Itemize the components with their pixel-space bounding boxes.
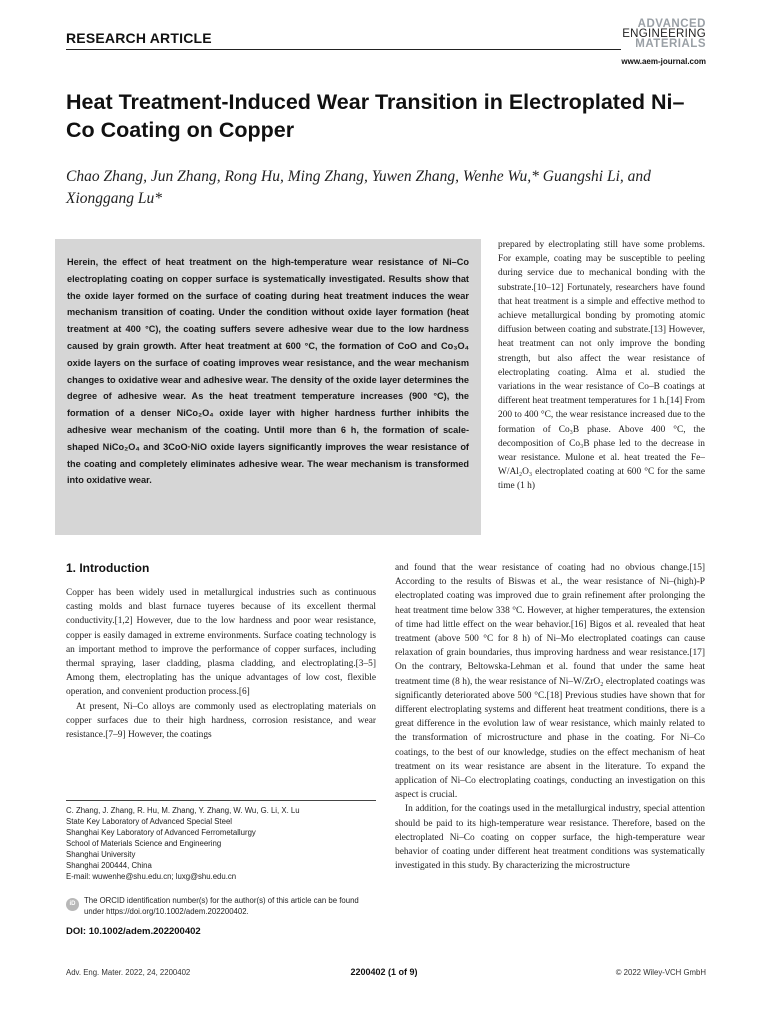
- contact-email[interactable]: E-mail: wuwenhe@shu.edu.cn; luxg@shu.edu.cn: [66, 872, 237, 881]
- orcid-note: [66, 896, 376, 917]
- affiliation-line: Shanghai University: [66, 850, 136, 859]
- footer-page-number: 2200402 (1 of 9): [350, 967, 418, 977]
- section-heading-introduction: 1. Introduction: [66, 561, 150, 575]
- logo-line-advanced: ADVANCED: [637, 18, 706, 30]
- body-paragraph: and found that the wear resistance of coating had no obvious change.[15] According to the results of Biswas et al., the wear resistance of Ni–(high)-P electroplated coating was improved due to grain refinement after prolonging the heat treatment time below 338 °C. However, at higher temperatures, the extension of time had little effect on the wear behavior.[16] Bigos et al. revealed that heat treatment (above 500 °C for 8 h) of Ni–Mo electroplated coatings can cause relaxation of grain boundaries, thus improving hardness and wear resistance.[17] On the contrary, Beltowska-Lehman et al. found that under the same heat treatment time (8 h), the wear resistance of Ni–W/ZrO₂ electroplated coatings was significantly deteriorated above 500 °C.[18] Previous studies have shown that for different electroplating systems and different heat treatment conditions, there is a great difference in the evolution law of wear resistance, which mainly related to the transformation of microstructure and phase in the coating. For Ni–Co coatings, to the best of our knowledge, studies on the effect mechanism of heat treatment on its wear resistance are absent in the literature. To expand the application of Ni–Co electroplating coatings, conducting an investigation on this aspect is crucial.: [395, 563, 705, 801]
- affiliation-block: [66, 805, 376, 882]
- logo-line-engineering: ENGINEERING: [622, 28, 706, 40]
- body-paragraph: Copper has been widely used in metallurgical industries such as continuous casting molds and blast furnace tuyeres because of its excellent thermal conductivity.[1,2] However, due to the low hardness and poor wear resistance, copper is easily damaged in extreme environments. Surface coating technology is an important method to improve the performance of copper surfaces, including thermal spraying, laser cladding, plasma cladding, and electroplating.[3–5] Among them, electroplating has the unique advantages of low cost, flexible operation, and convenient production process.[6]: [66, 588, 376, 698]
- introduction-column: [66, 586, 376, 742]
- journal-url-link[interactable]: www.aem-journal.com: [621, 57, 706, 66]
- affiliation-line: Shanghai 200444, China: [66, 861, 152, 870]
- logo-line-materials: MATERIALS: [635, 38, 706, 50]
- affiliation-line: School of Materials Science and Engineering: [66, 839, 222, 848]
- affiliation-divider: [66, 800, 376, 801]
- body-paragraph: At present, Ni–Co alloys are commonly used as electroplating materials on copper surfaces due to their high hardness, corrosion resistance, and wear resistance.[7–9] However, the coatings: [66, 701, 376, 741]
- orcid-icon[interactable]: iD: [66, 898, 79, 911]
- article-title: Heat Treatment-Induced Wear Transition in Electroplated Ni–Co Coating on Copper: [66, 90, 685, 142]
- doi-link[interactable]: DOI: 10.1002/adem.202200402: [66, 926, 201, 937]
- body-paragraph: In addition, for the coatings used in the metallurgical industry, special attention should be paid to its high-temperature wear resistance. Therefore, based on the electroplated Ni–Co coating on copper surface, the high-temperature wear behavior of coating under different heat treatment conditions was systematically investigated in this study. By characterizing the microstructure: [395, 804, 705, 872]
- body-paragraph: prepared by electroplating still have some problems. For example, coating may be susceptible to peeling during service due to mechanical bonding with the substrate.[10–12] Fortunately, researchers have found that heat treatment is a simple and effective method to achieve metallurgical bonding by promoting atomic diffusion between coating and substrate.[13] However, heat treatment can not only improve the bonding strength, but also affect the wear resistance of electroplating coating. Alma et al. studied the variations in the wear resistance of Co–B coatings at different heat treatment temperatures for 1 h.[14] From 200 to 400 °C, the wear resistance increased due to the formation of Co₃B phase. Above 400 °C, the decomposition of Co₃B phase led to the decrease in wear resistance. Mulone et al. heat treated the Fe–W/Al₂O₃ electroplated coating at 600 °C for the same time (1 h): [498, 240, 705, 492]
- author-list: Chao Zhang, Jun Zhang, Rong Hu, Ming Zhang, Yuwen Zhang, Wenhe Wu,* Guangshi Li, and Xionggang Lu*: [66, 168, 651, 207]
- abstract-text: Herein, the effect of heat treatment on the high-temperature wear resistance of Ni–Co electroplating coating on copper surface is systematically investigated. Results show that the oxide layer formed on the surface of coating during heat treatment induces the wear mechanism transition of coating. Under the condition without oxide layer formation (heat treatment at 400 °C), the coating suffers severe adhesive wear due to the low hardness caused by grain growth. After heat treatment at 600 °C, the formation of CoO and Co₃O₄ oxide layers on the surface of coating improves wear resistance, and the wear mechanism changes to oxidative wear and adhesive wear. The density of the oxide layer determines the degree of adhesive wear. As the heat treatment temperature increases (900 °C), the formation of a denser NiCo₂O₄ oxide layer with higher hardness further inhibits the adhesive wear mechanism of the coating. Until more than 6 h, the formation of scale-shaped NiCo₂O₄ and 3CoO·NiO oxide layers significantly improves the wear resistance of the coating and completely eliminates adhesive wear. The wear mechanism is transformed into oxidative wear.: [67, 257, 469, 486]
- footer-copyright: © 2022 Wiley-VCH GmbH: [615, 968, 706, 977]
- footer-citation: Adv. Eng. Mater. 2022, 24, 2200402: [66, 968, 191, 977]
- journal-logo[interactable]: [622, 19, 706, 49]
- affiliation-line: State Key Laboratory of Advanced Special Steel: [66, 817, 233, 826]
- right-column-bottom: [395, 561, 705, 873]
- article-type-label: RESEARCH ARTICLE: [66, 30, 212, 46]
- right-column-top: [498, 238, 705, 494]
- orcid-text: The ORCID identification number(s) for the author(s) of this article can be found under https://doi.org/10.1002/adem.202200402.: [84, 896, 359, 916]
- affiliation-names: C. Zhang, J. Zhang, R. Hu, M. Zhang, Y. Zhang, W. Wu, G. Li, X. Lu: [66, 806, 300, 815]
- affiliation-line: Shanghai Key Laboratory of Advanced Ferrometallurgy: [66, 828, 256, 837]
- header-divider: [66, 49, 621, 50]
- abstract-panel: [55, 239, 481, 535]
